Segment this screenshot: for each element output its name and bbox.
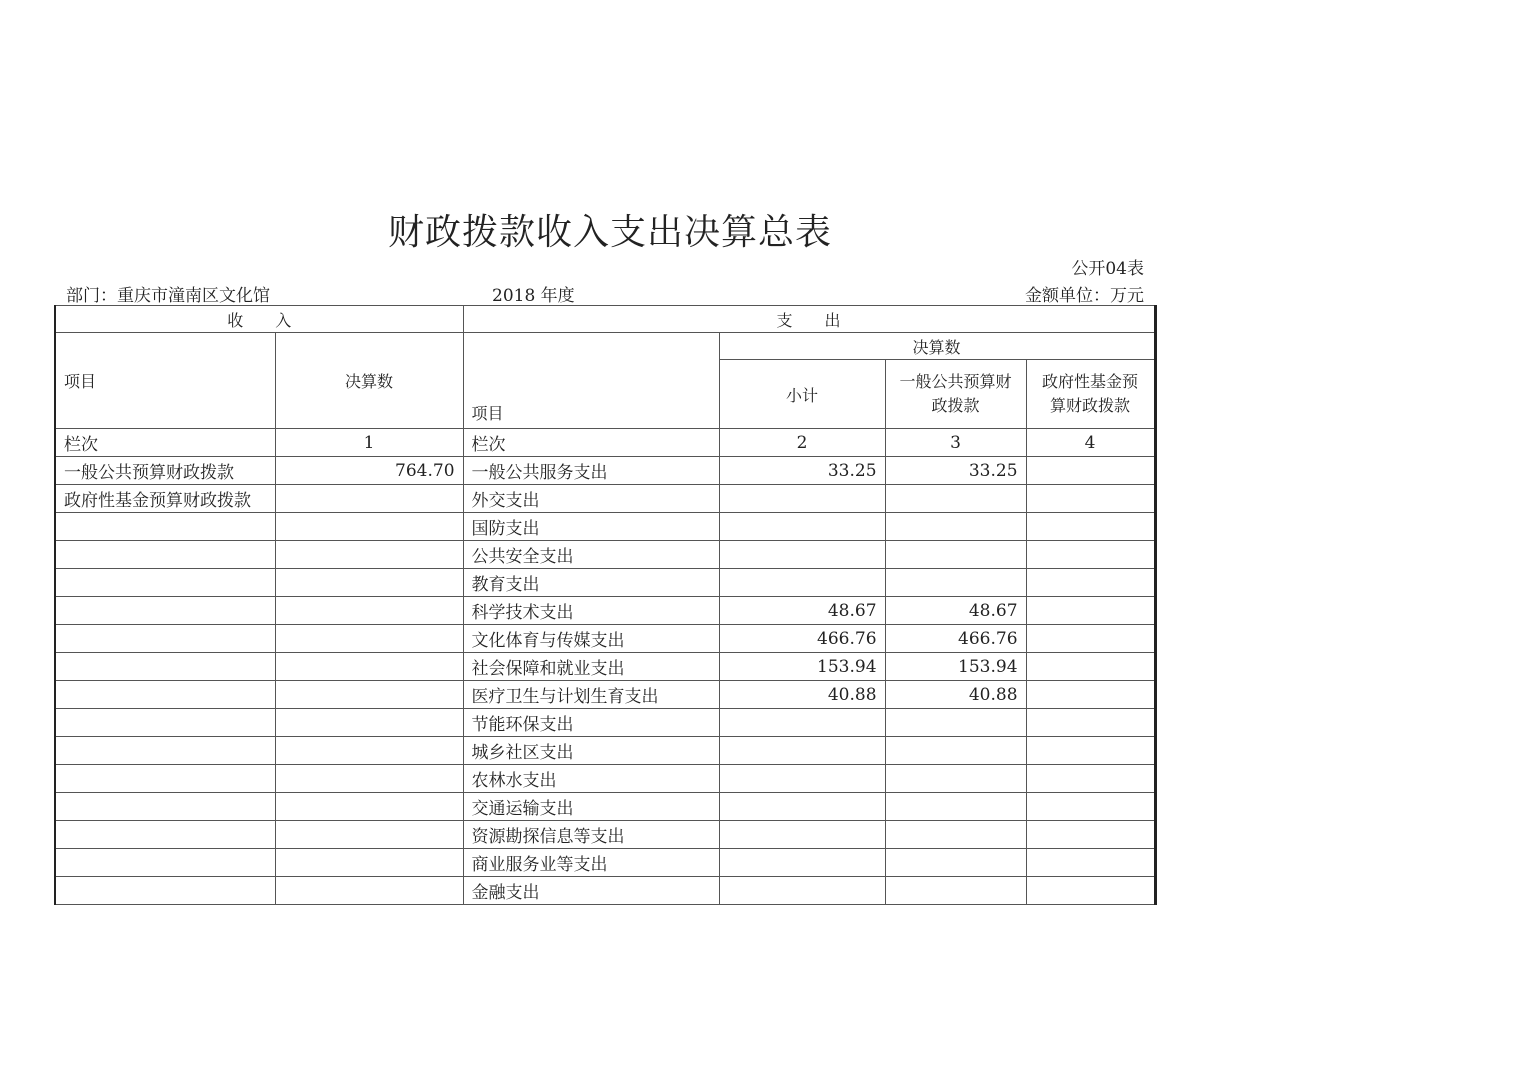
general-budget-cell [885,793,1026,821]
income-item-cell [55,541,275,569]
expense-item-cell: 交通运输支出 [463,793,719,821]
general-budget-cell [885,849,1026,877]
subtotal-cell: 33.25 [719,457,885,485]
expense-item-cell: 外交支出 [463,485,719,513]
general-budget-cell [885,765,1026,793]
income-item-cell [55,569,275,597]
budget-table [54,305,1157,905]
fund-budget-cell [1026,653,1155,681]
expense-item-cell: 城乡社区支出 [463,737,719,765]
table-row [55,625,1155,653]
general-budget-cell [885,709,1026,737]
table-row [55,681,1155,709]
income-item-cell [55,653,275,681]
income-amount-cell: 764.70 [275,457,463,485]
fund-budget-cell [1026,821,1155,849]
general-budget-cell [885,569,1026,597]
table-row [55,541,1155,569]
department-label: 部门：重庆市潼南区文化馆 [66,286,270,306]
table-row [55,709,1155,737]
subtotal-cell: 153.94 [719,653,885,681]
income-amount-cell [275,849,463,877]
subtotal-cell [719,513,885,541]
fund-budget-cell [1026,877,1155,905]
page-title: 财政拨款收入支出决算总表 [388,212,833,253]
general-budget-cell: 48.67 [885,597,1026,625]
general-budget-cell [885,485,1026,513]
expense-item-cell: 资源勘探信息等支出 [463,821,719,849]
income-amount-cell [275,485,463,513]
income-header: 收 入 [55,306,463,333]
expense-item-cell: 一般公共服务支出 [463,457,719,485]
income-amount-cell [275,653,463,681]
fund-budget-cell [1026,681,1155,709]
subtotal-cell: 48.67 [719,597,885,625]
fund-budget-cell [1026,457,1155,485]
subtotal-cell [719,541,885,569]
expense-item-cell: 农林水支出 [463,765,719,793]
table-row [55,457,1155,485]
expense-item-cell: 国防支出 [463,513,719,541]
expense-item-cell: 金融支出 [463,877,719,905]
income-amount-cell [275,877,463,905]
subtotal-cell: 40.88 [719,681,885,709]
expense-item-cell: 科学技术支出 [463,597,719,625]
lanci-expense-label: 栏次 [463,429,719,457]
general-budget-cell: 33.25 [885,457,1026,485]
subtotal-cell: 466.76 [719,625,885,653]
table-row [55,793,1155,821]
fund-budget-cell [1026,709,1155,737]
subtotal-cell [719,569,885,597]
lanci-1: 1 [275,429,463,457]
income-amount-cell [275,821,463,849]
fund-budget-cell [1026,625,1155,653]
lanci-label: 栏次 [55,429,275,457]
table-row [55,821,1155,849]
income-amount-header: 决算数 [275,333,463,429]
table-row [55,877,1155,905]
general-budget-cell [885,877,1026,905]
expense-header: 支 出 [463,306,1155,333]
fund-budget-cell [1026,793,1155,821]
expense-item-header: 项目 [463,333,719,429]
income-amount-cell [275,541,463,569]
income-item-cell [55,765,275,793]
lanci-2: 2 [719,429,885,457]
general-budget-cell: 40.88 [885,681,1026,709]
subtotal-cell [719,737,885,765]
subtotal-cell [719,849,885,877]
income-item-cell [55,625,275,653]
subtotal-cell [719,485,885,513]
income-amount-cell [275,765,463,793]
lanci-3: 3 [885,429,1026,457]
income-amount-cell [275,737,463,765]
fund-budget-cell [1026,569,1155,597]
income-amount-cell [275,625,463,653]
table-row [55,765,1155,793]
table-row [55,597,1155,625]
expense-item-cell: 节能环保支出 [463,709,719,737]
income-item-cell [55,737,275,765]
form-number: 公开04表 [1071,259,1144,279]
fund-budget-cell [1026,849,1155,877]
unit-label: 金额单位：万元 [1025,286,1144,306]
fund-budget-cell [1026,737,1155,765]
income-amount-cell [275,681,463,709]
income-item-cell [55,849,275,877]
expense-item-cell: 医疗卫生与计划生育支出 [463,681,719,709]
income-item-header: 项目 [55,333,275,429]
general-budget-cell [885,513,1026,541]
subtotal-cell [719,765,885,793]
income-item-cell [55,597,275,625]
fund-budget-header: 政府性基金预算财政拨款 [1026,360,1155,429]
income-item-cell [55,877,275,905]
table-row [55,513,1155,541]
subtotal-cell [719,709,885,737]
general-budget-header: 一般公共预算财政拨款 [885,360,1026,429]
fund-budget-cell [1026,597,1155,625]
subtotal-cell [719,821,885,849]
income-amount-cell [275,793,463,821]
decision-header: 决算数 [719,333,1155,360]
year-label: 2018 年度 [492,286,575,306]
table-row [55,737,1155,765]
table-row [55,569,1155,597]
general-budget-cell [885,541,1026,569]
expense-item-cell: 文化体育与传媒支出 [463,625,719,653]
general-budget-cell: 466.76 [885,625,1026,653]
fund-budget-cell [1026,485,1155,513]
income-amount-cell [275,569,463,597]
table-row [55,485,1155,513]
income-amount-cell [275,597,463,625]
expense-item-cell: 社会保障和就业支出 [463,653,719,681]
subtotal-header: 小计 [719,360,885,429]
income-amount-cell [275,513,463,541]
fund-budget-cell [1026,541,1155,569]
income-item-cell: 政府性基金预算财政拨款 [55,485,275,513]
subtotal-cell [719,877,885,905]
general-budget-cell: 153.94 [885,653,1026,681]
income-item-cell [55,821,275,849]
table-row [55,849,1155,877]
fund-budget-cell [1026,765,1155,793]
income-amount-cell [275,709,463,737]
general-budget-cell [885,737,1026,765]
income-item-cell: 一般公共预算财政拨款 [55,457,275,485]
expense-item-cell: 公共安全支出 [463,541,719,569]
income-item-cell [55,709,275,737]
income-item-cell [55,513,275,541]
general-budget-cell [885,821,1026,849]
fund-budget-cell [1026,513,1155,541]
income-item-cell [55,793,275,821]
income-item-cell [55,681,275,709]
expense-item-cell: 教育支出 [463,569,719,597]
subtotal-cell [719,793,885,821]
expense-item-cell: 商业服务业等支出 [463,849,719,877]
lanci-4: 4 [1026,429,1155,457]
table-row [55,653,1155,681]
